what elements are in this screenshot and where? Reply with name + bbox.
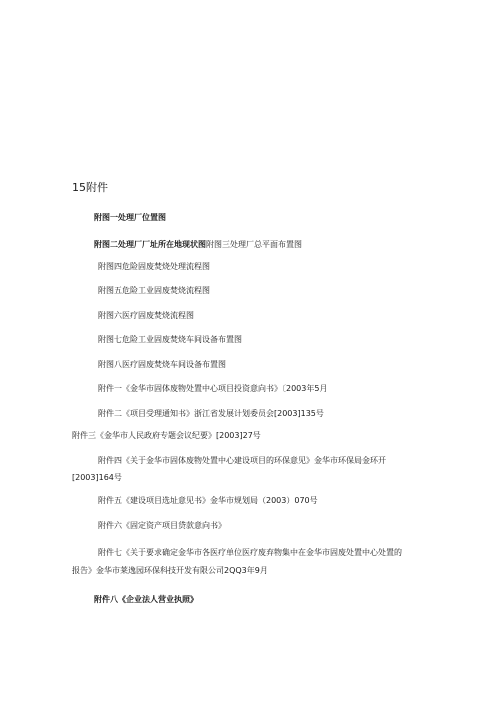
- attachment-figure-8: 附图八医疗固废焚烧车间设备布置图: [98, 360, 226, 369]
- attachment-document-1: 附件一《金华市固体废物处置中心项目投资意向书》〔2003年5月: [98, 384, 328, 393]
- attachment-document-3: 附件三《金华市人民政府专题会议纪要》[2003]27号: [72, 431, 261, 440]
- attachment-document-6: 附件六《固定资产项目贷款意向书》: [98, 521, 226, 530]
- attachment-document-7-line-1: 附件七《关于要求确定金华市各医疗单位医疗废弃物集中在金华市固废处置中心处置的: [98, 548, 402, 557]
- attachment-document-5: 附件五《建设项目选址意见书》金华市规划局（2003）070号: [98, 496, 318, 505]
- attachment-figure-5: 附图五危险工业固废焚烧流程图: [98, 286, 210, 295]
- attachment-figure-6: 附图六医疗固废焚烧流程图: [98, 311, 194, 320]
- attachment-document-4-line-1: 附件四《关于金华市固体废物处置中心建设项目的环保意见》金华市环保局金环开: [98, 456, 386, 465]
- attachment-document-8: 附件八《企业法人营业执照》: [94, 595, 198, 604]
- section-title: 15附件: [72, 181, 108, 194]
- attachment-figure-4: 附图四危险固废焚烧处理流程图: [98, 262, 210, 271]
- attachment-document-4-line-2: [2003]164号: [72, 473, 122, 482]
- attachment-figure-2-3-row: [94, 240, 302, 250]
- attachment-document-2: 附件二《项目受理通知书》浙江省发展计划委员会[2003]135号: [98, 409, 324, 418]
- attachment-figure-1: 附图一处理厂位置图: [94, 213, 166, 222]
- attachment-figure-2: 附图二处理厂厂址所在地现状图: [94, 240, 206, 249]
- attachment-figure-3: 附图三处理厂总平面布置图: [206, 240, 302, 249]
- attachment-figure-7: 附图七危险工业固废焚烧车间设备布置图: [98, 335, 242, 344]
- attachment-document-7-line-2: 报告》金华市莱逸园环保科技开发有限公司2QQ3年9月: [72, 566, 268, 575]
